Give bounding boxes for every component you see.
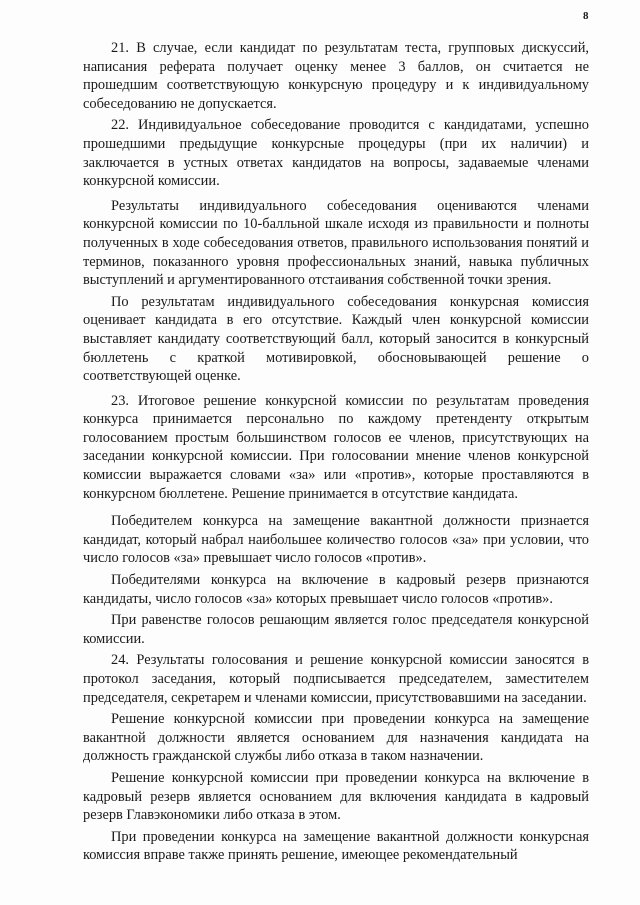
paragraph-23: 23. Итоговое решение конкурсной комиссии по результатам проведения конкурса принимается персонально по каждому претенденту открытым голосованием простым большинством голосов ее членов, присутствующих на заседании конкурсной комиссии. При голосовании мнение членов конкурсной комиссии выражается словами «за» или «против», которые проставляются в конкурсном бюллетене. Решение принимается в отсутствие кандидата.	[83, 392, 589, 502]
paragraph-interview-evaluation: По результатам индивидуального собеседования конкурсная комиссия оценивает кандидата в его отсутствие. Каждый член конкурсной комиссии выставляет кандидату соответствующий балл, который заносится в конкурсный бюллетень с краткой мотивировкой, обосновывающей решение о соответствующей оценке.	[83, 293, 589, 385]
paragraph-reserve-decision: Решение конкурсной комиссии при проведении конкурса на включение в кадровый резерв является основанием для включения кандидата в кадровый резерв Главэкономики либо отказа в этом.	[83, 769, 589, 824]
paragraph-reserve-winners: Победителями конкурса на включение в кадровый резерв признаются кандидаты, число голосов «за» которых превышает число голосов «против».	[83, 572, 589, 607]
document-body	[83, 39, 589, 865]
paragraph-22: 22. Индивидуальное собеседование проводится с кандидатами, успешно прошедшими предыдущие конкурсные процедуры (при их наличии) и заключается в устных ответах кандидатов на вопросы, задаваемые членами конкурсной комиссии.	[83, 117, 589, 190]
paragraph-vacancy-winner: Победителем конкурса на замещение вакантной должности признается кандидат, который набрал наибольшее количество голосов «за» при условии, что число голосов «за» превышает число голосов «против».	[83, 513, 589, 567]
paragraph-21: 21. В случае, если кандидат по результатам теста, групповых дискуссий, написания реферата получает оценку менее 3 баллов, он считается не прошедшим соответствующую конкурсную процедуру и к индивидуальному собеседованию не допускается.	[83, 40, 589, 112]
page-number: 8	[583, 10, 589, 22]
paragraph-recommendation: При проведении конкурса на замещение вакантной должности конкурсная комиссия вправе также принять решение, имеющее рекомендательный	[83, 828, 589, 864]
paragraph-interview-results: Результаты индивидуального собеседования оцениваются членами конкурсной комиссии по 10-балльной шкале исходя из правильности и полноты полученных в ходе собеседования ответов, правильного использования понятий и терминов, показанного уровня профессиональных знаний, навыка публичных выступлений и аргументированного отстаивания собственной точки зрения.	[83, 197, 589, 289]
paragraph-equal-votes: При равенстве голосов решающим является голос председателя конкурсной комиссии.	[83, 612, 589, 647]
paragraph-vacancy-decision: Решение конкурсной комиссии при проведении конкурса на замещение вакантной должности является основанием для назначения кандидата на должность гражданской службы либо отказа в таком назначении.	[83, 711, 589, 765]
paragraph-24: 24. Результаты голосования и решение конкурсной комиссии заносятся в протокол заседания, который подписывается председателем, заместителем председателя, секретарем и членами комиссии, присутствовавшими на заседании.	[83, 652, 589, 706]
